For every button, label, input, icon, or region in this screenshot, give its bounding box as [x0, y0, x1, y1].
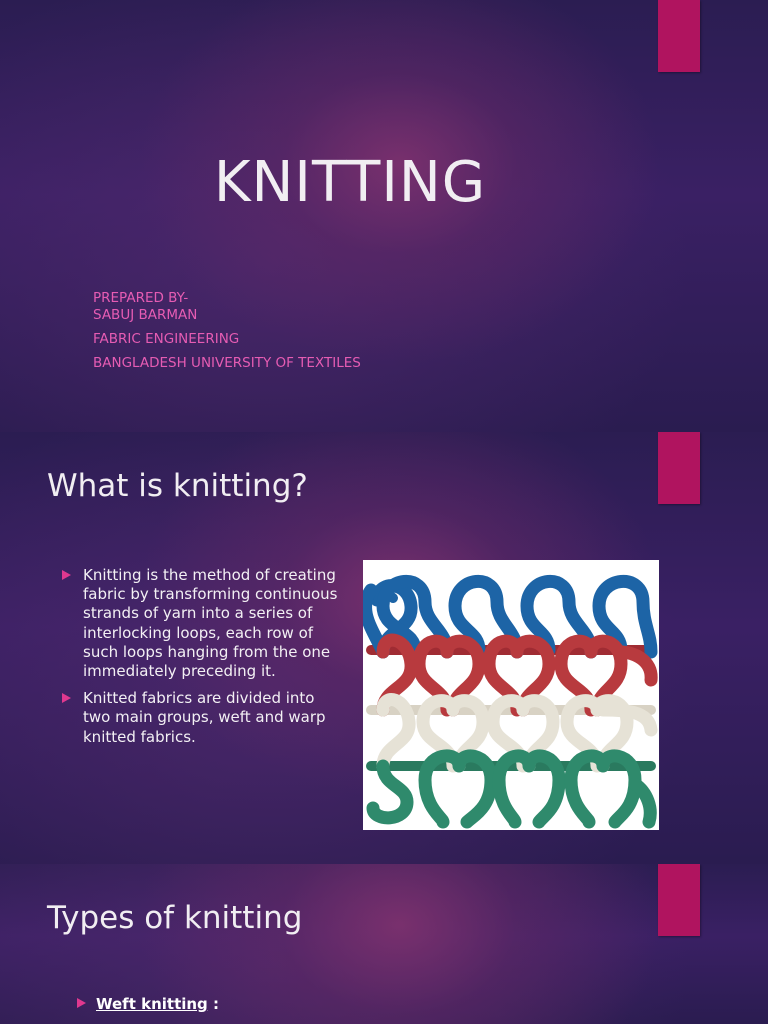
- types-slide: [0, 864, 768, 1024]
- bullet-text: Knitted fabrics are divided into two main groups, weft and warp knitted fabrics.: [83, 689, 326, 746]
- definition-slide: [0, 432, 768, 864]
- title-slide: [0, 0, 768, 432]
- prepared-by-label: PREPARED BY-: [93, 290, 189, 306]
- department-name: FABRIC ENGINEERING: [93, 331, 240, 347]
- accent-bar: [658, 432, 700, 504]
- accent-bar: [658, 864, 700, 936]
- bullet-text: Knitting is the method of creating fabric by transforming continuous strands of yarn into a series of interlocking loops, each row of such loops hanging from the one immediately preceding it.: [83, 566, 338, 681]
- bullet-arrow-icon: [77, 998, 86, 1008]
- university-name: BANGLADESH UNIVERSITY OF TEXTILES: [93, 355, 361, 371]
- author-name: SABUJ BARMAN: [93, 307, 198, 323]
- weft-knitting-label: Weft knitting: [96, 995, 208, 1013]
- bullet-item: [60, 566, 340, 681]
- knitted-loops-image: [363, 560, 659, 830]
- bullet-arrow-icon: [62, 693, 71, 703]
- bullet-arrow-icon: [62, 570, 71, 580]
- slide-title: Types of knitting: [47, 900, 303, 936]
- presentation-title: KNITTING: [213, 150, 487, 215]
- bullet-item: [77, 995, 219, 1013]
- bullet-item: [60, 689, 340, 747]
- bullet-list: [60, 566, 340, 755]
- slide-title: What is knitting?: [47, 468, 308, 504]
- knitted-loops-illustration: [363, 560, 659, 830]
- bullet-suffix: :: [207, 995, 220, 1013]
- accent-bar: [658, 0, 700, 72]
